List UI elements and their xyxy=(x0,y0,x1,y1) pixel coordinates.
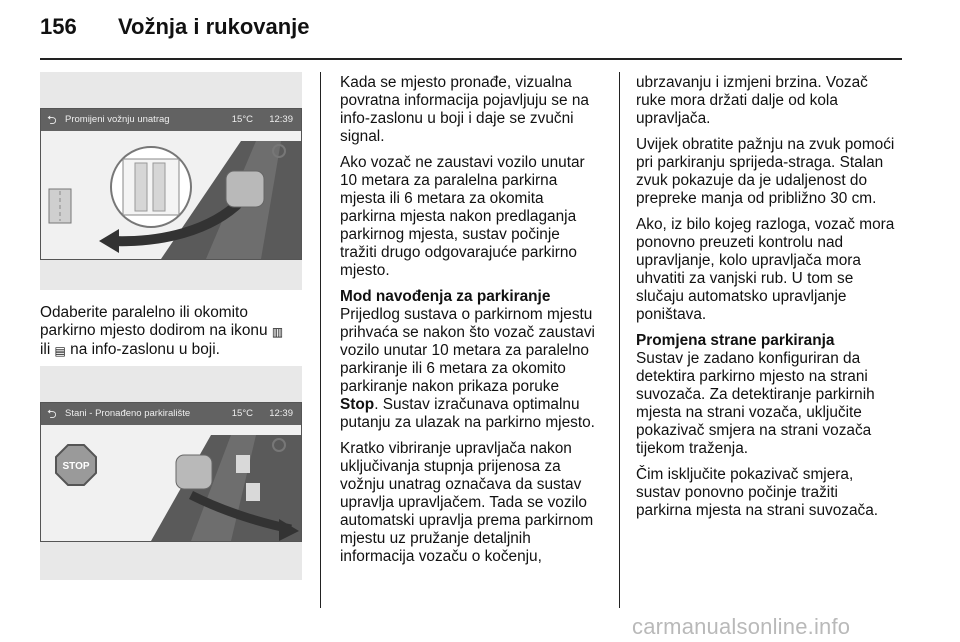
info-display-2 xyxy=(40,402,302,542)
display-clock: 12:39 xyxy=(269,408,293,419)
text-line: ili xyxy=(40,341,51,358)
text-line: signal. xyxy=(340,128,385,145)
back-arrow-icon: ⮌ xyxy=(47,113,57,127)
text-line: pokazivač smjera na strani vozača xyxy=(636,422,872,439)
column-2-text xyxy=(340,74,610,574)
text-line: ruke mora držati dalje od kola xyxy=(636,92,838,109)
text-line: putanju za ulazak na parkirno mjesto. xyxy=(340,414,595,431)
text-line: mjesta ili 6 metara za okomita xyxy=(340,190,544,207)
text-line: Kada se mjesto pronađe, vizualna xyxy=(340,74,572,91)
text-line: poništava. xyxy=(636,306,707,323)
text-line: parkiranje ili 6 metara za okomito xyxy=(340,360,566,377)
text-line: mjestu uz pružanje detaljnih xyxy=(340,530,531,547)
column-3-text xyxy=(636,74,906,528)
text-line: suvozača. Za detektiranje parkirnih xyxy=(636,386,875,403)
text-line: vozilo unutar 10 metara za paralelno xyxy=(340,342,589,359)
display-temperature: 15°C xyxy=(231,114,253,125)
paragraph-hands xyxy=(636,74,906,128)
text-line: Prijedlog sustava o parkirnom mjestu xyxy=(340,306,593,323)
parking-illustration-reverse xyxy=(41,131,301,259)
text-line: prepreke manja od približno 30 cm. xyxy=(636,190,877,207)
back-arrow-icon: ⮌ xyxy=(47,407,57,421)
text-line: parkiranje nakon prikaza poruke xyxy=(340,378,560,395)
display-temperature: 15°C xyxy=(231,408,253,419)
text-line: parkirnog mjesta, sustav počinje xyxy=(340,226,560,243)
instruction-paragraph xyxy=(40,304,310,360)
heading-side-change: Promjena strane parkiranja xyxy=(636,332,835,349)
column-divider-1 xyxy=(320,72,321,608)
paragraph-indicator-off xyxy=(636,466,906,520)
text-line: Uvijek obratite pažnju na zvuk pomoći xyxy=(636,136,895,153)
paragraph-guidance xyxy=(340,306,610,432)
display-title-bar xyxy=(41,109,301,131)
paragraph-distance xyxy=(340,154,610,280)
car-icon xyxy=(226,171,264,207)
stop-sign-label: STOP xyxy=(62,461,90,472)
text-line: detektira parkirno mjesto na strani xyxy=(636,368,868,385)
figure-reverse-screen xyxy=(40,72,302,290)
text-line: Kratko vibriranje upravljača nakon xyxy=(340,440,572,457)
parking-illustration-stop xyxy=(41,425,301,541)
car-icon xyxy=(176,455,212,489)
paragraph-takeover xyxy=(636,216,906,324)
parallel-parking-icon: ▥ xyxy=(271,325,284,339)
parking-space-marker xyxy=(236,455,250,473)
text-line: automatski upravlja prema parkirnom xyxy=(340,512,594,529)
text-line: povratna informacija pojavljuju se na xyxy=(340,92,589,109)
paragraph-found xyxy=(340,74,610,146)
text-line: vožnju unatrag označava da sustav xyxy=(340,476,582,493)
display-title-bar xyxy=(41,403,301,425)
text-line: ponovno preuzeti kontrolu nad xyxy=(636,234,844,251)
text-line: upravljanje, kolo upravljača mora xyxy=(636,252,861,269)
info-display-1 xyxy=(40,108,302,260)
text-line: sustav ponovno počinje tražiti xyxy=(636,484,838,501)
column-divider-2 xyxy=(619,72,620,608)
display-title: Promijeni vožnju unatrag xyxy=(65,114,170,125)
text-line: upravlja upravljačem. Tada se vozilo xyxy=(340,494,587,511)
text-line: prihvaća se nakon što vozač zaustavi xyxy=(340,324,595,341)
text-line: uhvatiti za vanjski rub. U tom se xyxy=(636,270,854,287)
text-line: Ako vozač ne zaustavi vozilo unutar xyxy=(340,154,585,171)
text-line: parkirno mjesto dodirom na ikonu xyxy=(40,322,268,339)
text-line: ubrzavanju i izmjeni brzina. Vozač xyxy=(636,74,868,91)
perpendicular-parking-icon: ▤ xyxy=(54,344,66,358)
text-line: 10 metara za paralelna parkirna xyxy=(340,172,558,189)
text-line: na info-zaslonu u boji. xyxy=(70,341,220,358)
paragraph-sound xyxy=(636,136,906,208)
paragraph-side-config xyxy=(636,350,906,458)
page-header xyxy=(40,14,910,54)
text-line: Odaberite paralelno ili okomito xyxy=(40,304,248,321)
page-title: Vožnja i rukovanje xyxy=(118,14,310,39)
page-number: 156 xyxy=(40,14,77,39)
text-line: pri parkiranju sprijeda-straga. Stalan xyxy=(636,154,884,171)
column-1-text xyxy=(40,304,310,368)
text-line: upravljača. xyxy=(636,110,711,127)
text-line: parkirna mjesta nakon predlaganja xyxy=(340,208,577,225)
text-line: Čim isključite pokazivač smjera, xyxy=(636,466,854,483)
display-title: Stani - Pronađeno parkiralište xyxy=(65,408,191,419)
text-line: mjesta na strani vozača, uključite xyxy=(636,404,862,421)
parking-layout-zoom xyxy=(123,159,179,215)
text-line: info-zaslonu u boji i daje se zvučni xyxy=(340,110,574,127)
header-divider xyxy=(40,58,902,60)
watermark: carmanualsonline.info xyxy=(632,614,851,639)
display-clock: 12:39 xyxy=(269,114,293,125)
text-line: mjesto. xyxy=(340,262,390,279)
text-line: tijekom traženja. xyxy=(636,440,749,457)
text-line: tražiti drugo odgovarajuće parkirno xyxy=(340,244,577,261)
text-line: . Sustav izračunava optimalnu xyxy=(374,396,580,413)
text-line: Ako, iz bilo kojeg razloga, vozač mora xyxy=(636,216,895,233)
text-line: zvuk pokazuje da je udaljenost do xyxy=(636,172,868,189)
text-line: uključivanja stupnja prijenosa za xyxy=(340,458,561,475)
text-line: informacija vozaču o kočenju, xyxy=(340,548,542,565)
paragraph-vibration xyxy=(340,440,610,566)
text-line: parkirna mjesta na strani suvozača. xyxy=(636,502,879,519)
parking-space-marker xyxy=(246,483,260,501)
stop-keyword: Stop xyxy=(340,396,375,413)
text-line: slučaju automatsko upravljanje xyxy=(636,288,847,305)
heading-guidance-mode: Mod navođenja za parkiranje xyxy=(340,288,551,305)
figure-stop-screen xyxy=(40,366,302,580)
text-line: Sustav je zadano konfiguriran da xyxy=(636,350,861,367)
